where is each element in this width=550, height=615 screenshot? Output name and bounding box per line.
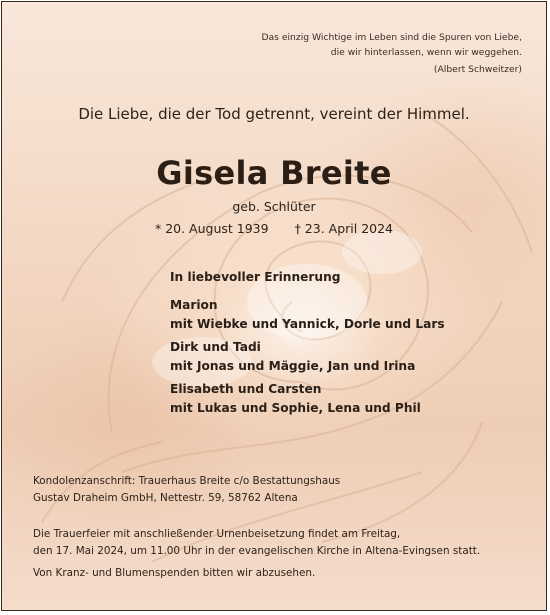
flower-wish: Von Kranz- und Blumenspenden bitten wir abzusehen. — [33, 567, 316, 579]
condolence-line-1: Kondolenzanschrift: Trauerhaus Breite c/o Bestattungshaus — [33, 475, 341, 487]
quote-line-1: Das einzig Wichtige im Leben sind die Spuren von Liebe, — [261, 32, 522, 43]
birth-date: * 20. August 1939 — [154, 221, 269, 236]
maiden-name: geb. Schlüter — [232, 199, 316, 214]
mourners-intro: In liebevoller Erinnerung — [170, 270, 341, 284]
mourner-name: Dirk und Tadi — [170, 340, 261, 354]
funeral-line-1: Die Trauerfeier mit anschließender Urnenbeisetzung findet am Freitag, — [33, 528, 401, 540]
funeral-line-2: den 17. Mai 2024, um 11.00 Uhr in der evangelischen Kirche in Altena-Evingsen statt. — [33, 545, 481, 557]
deceased-name: Gisela Breite — [156, 154, 392, 192]
obituary-card — [1, 1, 547, 611]
mourner-name: Marion — [170, 298, 218, 312]
life-dates — [2, 221, 546, 236]
mourner-group — [170, 338, 500, 376]
funeral-notice — [33, 526, 533, 582]
motto: Die Liebe, die der Tod getrennt, vereint der Himmel. — [78, 105, 470, 123]
mourner-group — [170, 296, 500, 334]
condolence-address — [33, 473, 513, 507]
mourner-family: mit Wiebke und Yannick, Dorle und Lars — [170, 317, 445, 331]
mourner-family: mit Jonas und Mäggie, Jan und Irina — [170, 359, 416, 373]
death-date: † 23. April 2024 — [294, 221, 394, 236]
quote-line-2: die wir hinterlassen, wenn wir weggehen. — [330, 47, 522, 58]
condolence-line-2: Gustav Draheim GmbH, Nettestr. 59, 58762 Altena — [33, 492, 298, 504]
mourner-name: Elisabeth und Carsten — [170, 382, 322, 396]
quote-author: (Albert Schweitzer) — [433, 64, 522, 75]
mourner-group — [170, 380, 500, 418]
mourners-list — [170, 268, 500, 422]
quote-block — [202, 30, 522, 77]
mourner-family: mit Lukas und Sophie, Lena und Phil — [170, 401, 421, 415]
